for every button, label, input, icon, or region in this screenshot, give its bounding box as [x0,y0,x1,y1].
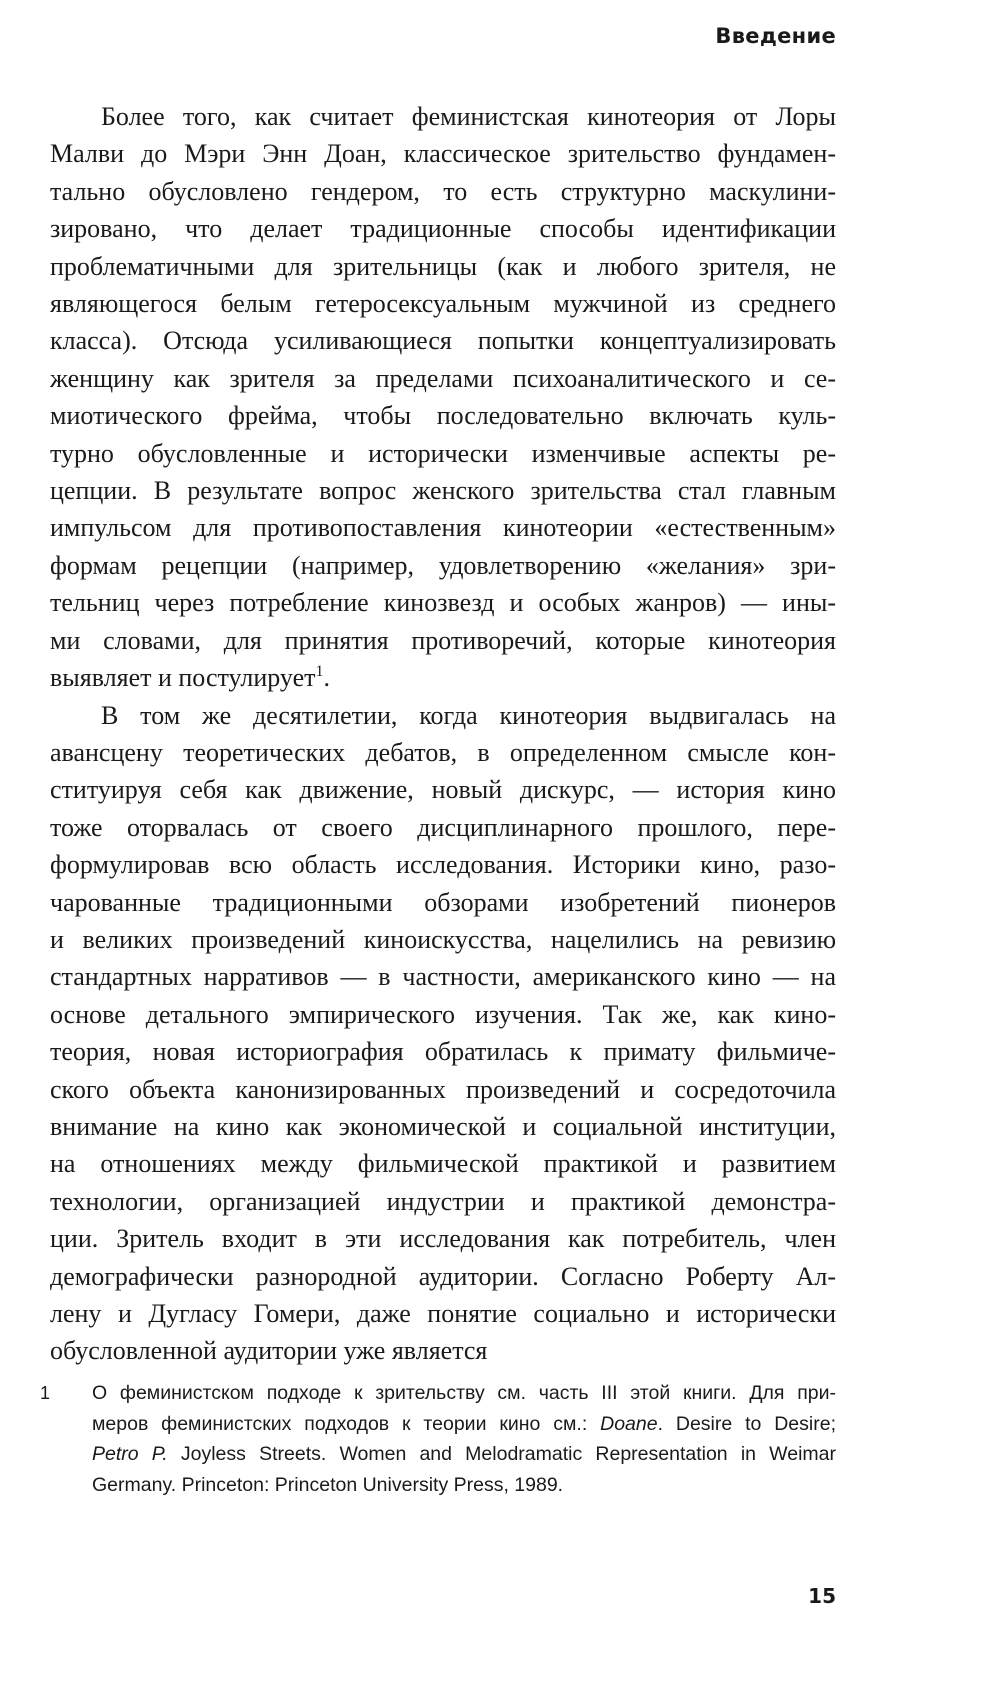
footnote-line: О феминистском подходе к зрительству см. часть III этой книги. Для при- [92,1382,836,1404]
text-line: тельниц через потребление кинозвезд и особых жанров) — ины- [50,588,836,618]
footnote-reference[interactable]: 1 [315,663,324,681]
text-line: импульсом для противопоставления кинотеории «естественным» [50,513,836,543]
text-line: формам рецепции (например, удовлетворению «желания» зри- [50,550,836,580]
paragraph-1 [50,98,836,697]
footnote-number: 1 [40,1383,51,1403]
footnote-line: Germany. Princeton: Princeton University Press, 1989. [92,1473,564,1496]
footnote-author: Doane [600,1412,658,1435]
text-line: зировано, что делает традиционные способы идентификации [50,214,836,244]
footnotes [40,1378,836,1500]
text-line: тоже оторвалась от своего дисциплинарного прошлого, пере- [50,812,836,842]
text-line: на отношениях между фильмической практикой и развитием [50,1149,836,1179]
text-line: женщину как зрителя за пределами психоаналитического и се- [50,363,836,393]
text-line: ми словами, для принятия противоречий, которые кинотеория [50,625,836,655]
text-line: основе детального эмпирического изучения. Так же, как кино- [50,999,836,1029]
text-line: ского объекта канонизированных произведений и сосредоточила [50,1074,836,1104]
text-line: тально обусловлено гендером, то есть структурно маскулини- [50,176,836,206]
text-line: миотического фрейма, чтобы последовательно включать куль- [50,401,836,431]
footnote-line [92,1409,836,1440]
text-line-content: выявляет и постулирует [50,663,316,693]
text-line: внимание на кино как экономической и социальной институции, [50,1111,836,1141]
text-line: и великих произведений киноискусства, нацелились на ревизию [50,924,836,954]
text-line: авансцену теоретических дебатов, в определенном смысле кон- [50,737,836,767]
sentence-end: . [323,663,330,693]
footnote-fragment: меров феминистских подходов к теории кино см.: [92,1412,601,1435]
text-line: ции. Зритель входит в эти исследования как потребитель, член [50,1224,836,1254]
text-line: лену и Дугласу Гомери, даже понятие социально и исторически [50,1299,836,1328]
footnote-line [92,1439,836,1470]
text-line: класса). Отсюда усиливающиеся попытки концептуализировать [50,326,836,356]
text-line: турно обусловленные и исторически изменчивые аспекты ре- [50,438,836,468]
paragraph-2 [50,697,836,1370]
text-line-last: обусловленной аудитории уже является [50,1336,488,1366]
text-line-last [50,659,836,696]
text-line: В том же десятилетии, когда кинотеория выдвигалась на [101,700,836,730]
page-number: 15 [808,1584,836,1608]
text-line: формулировав всю область исследования. Историки кино, разо- [50,850,836,880]
text-line: Более того, как считает феминистская кинотеория от Лоры [101,102,836,131]
footnote-author: Petro P. [92,1443,168,1465]
body-text [50,98,836,1370]
text-line: цепции. В результате вопрос женского зрительства стал главным [50,476,836,506]
footnote-text [92,1378,836,1500]
text-line: являющегося белым гетеросексуальным мужчиной из среднего [50,289,836,319]
running-head: Введение [715,24,836,48]
text-line: стандартных нарративов — в частности, американского кино — на [50,962,836,992]
text-line: Малви до Мэри Энн Доан, классическое зрительство фундамен- [50,139,836,169]
text-line: проблематичными для зрительницы (как и любого зрителя, не [50,251,836,281]
text-line: демографически разнородной аудитории. Согласно Роберту Ал- [50,1261,836,1291]
footnote-fragment: Joyless Streets. Women and Melodramatic Representation in Weimar [167,1443,836,1465]
text-line: ституируя себя как движение, новый дискурс, — история кино [50,775,836,805]
footnote-fragment: . Desire to Desire; [657,1412,836,1435]
text-line: технологии, организацией индустрии и практикой демонстра- [50,1186,836,1216]
text-line: чарованные традиционными обзорами изобретений пионеров [50,887,836,917]
text-line: теория, новая историография обратилась к примату фильмиче- [50,1037,836,1067]
